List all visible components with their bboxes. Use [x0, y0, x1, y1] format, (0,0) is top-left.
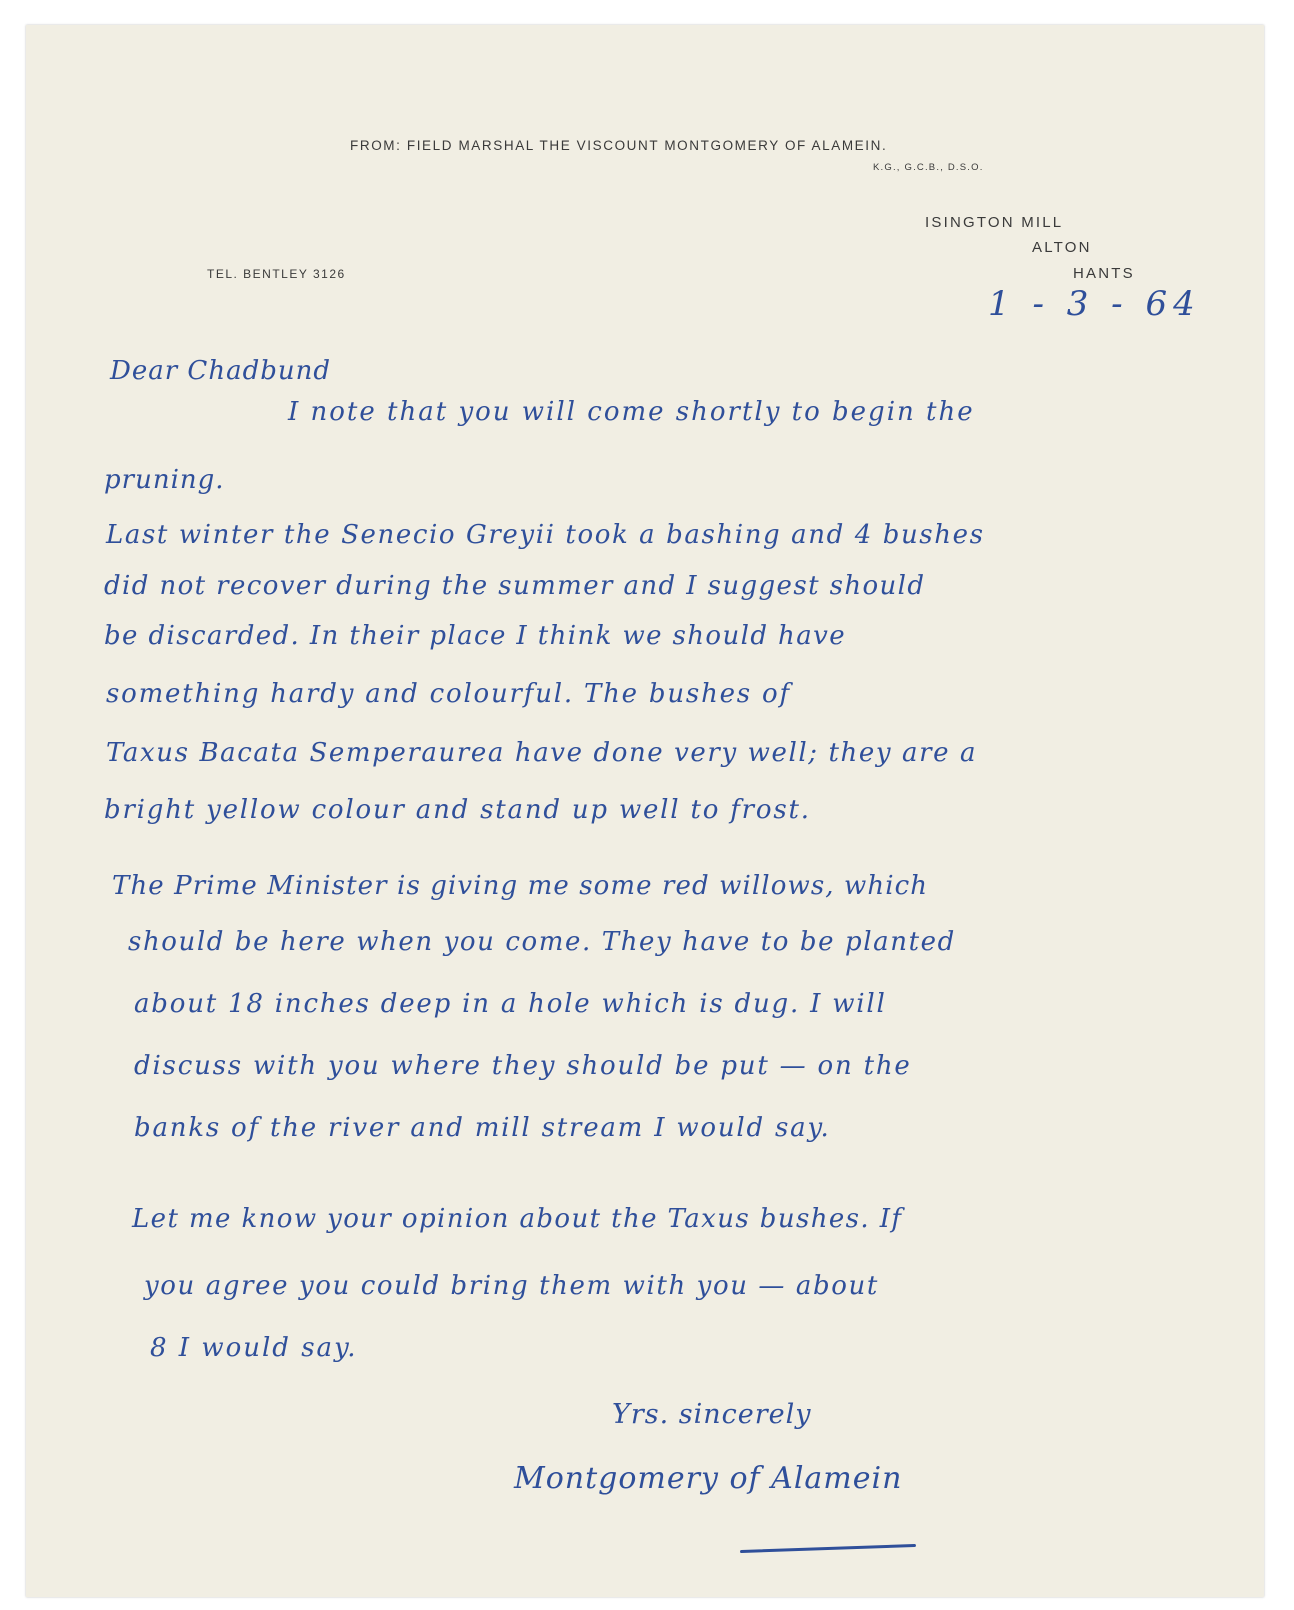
letter-line-4: Last winter the Senecio Greyii took a bashing and 4 bushes: [106, 520, 985, 550]
letter-date: 1 - 3 - 64: [988, 284, 1201, 324]
letter-line-16: you agree you could bring them with you — about: [144, 1271, 879, 1301]
address-line-3: HANTS: [1073, 265, 1135, 282]
letterhead-from-line: FROM: FIELD MARSHAL THE VISCOUNT MONTGOMERY OF ALAMEIN.: [350, 138, 888, 153]
address-line-2: ALTON: [1032, 239, 1092, 256]
letter-line-5: did not recover during the summer and I suggest should: [104, 571, 926, 601]
letter-line-7: something hardy and colourful. The bushes of: [106, 679, 791, 709]
letterhead-honours: K.G., G.C.B., D.S.O.: [873, 162, 984, 173]
letter-line-9: bright yellow colour and stand up well to frost.: [104, 795, 811, 825]
letter-line-13: discuss with you where they should be put — on the: [134, 1051, 912, 1081]
letter-line-2: I note that you will come shortly to begin the: [288, 397, 975, 427]
salutation: Dear Chadbund: [110, 356, 331, 386]
letter-line-10: The Prime Minister is giving me some red willows, which: [112, 871, 929, 901]
signature-underline: [740, 1544, 916, 1553]
address-line-1: ISINGTON MILL: [925, 214, 1064, 231]
telephone-number: TEL. BENTLEY 3126: [207, 267, 346, 281]
closing: Yrs. sincerely: [612, 1399, 812, 1430]
signature: Montgomery of Alamein: [514, 1461, 903, 1496]
letter-line-3: pruning.: [104, 465, 225, 495]
letter-line-8: Taxus Bacata Semperaurea have done very well; they are a: [106, 738, 978, 768]
letter-line-14: banks of the river and mill stream I would say.: [134, 1113, 831, 1143]
letter-line-15: Let me know your opinion about the Taxus bushes. If: [132, 1204, 903, 1234]
letter-line-6: be discarded. In their place I think we should have: [104, 621, 846, 651]
letter-line-12: about 18 inches deep in a hole which is dug. I will: [134, 989, 887, 1019]
letter-sheet: [26, 25, 1264, 1597]
letter-line-11: should be here when you come. They have to be planted: [128, 927, 956, 957]
letter-line-17: 8 I would say.: [150, 1333, 358, 1363]
